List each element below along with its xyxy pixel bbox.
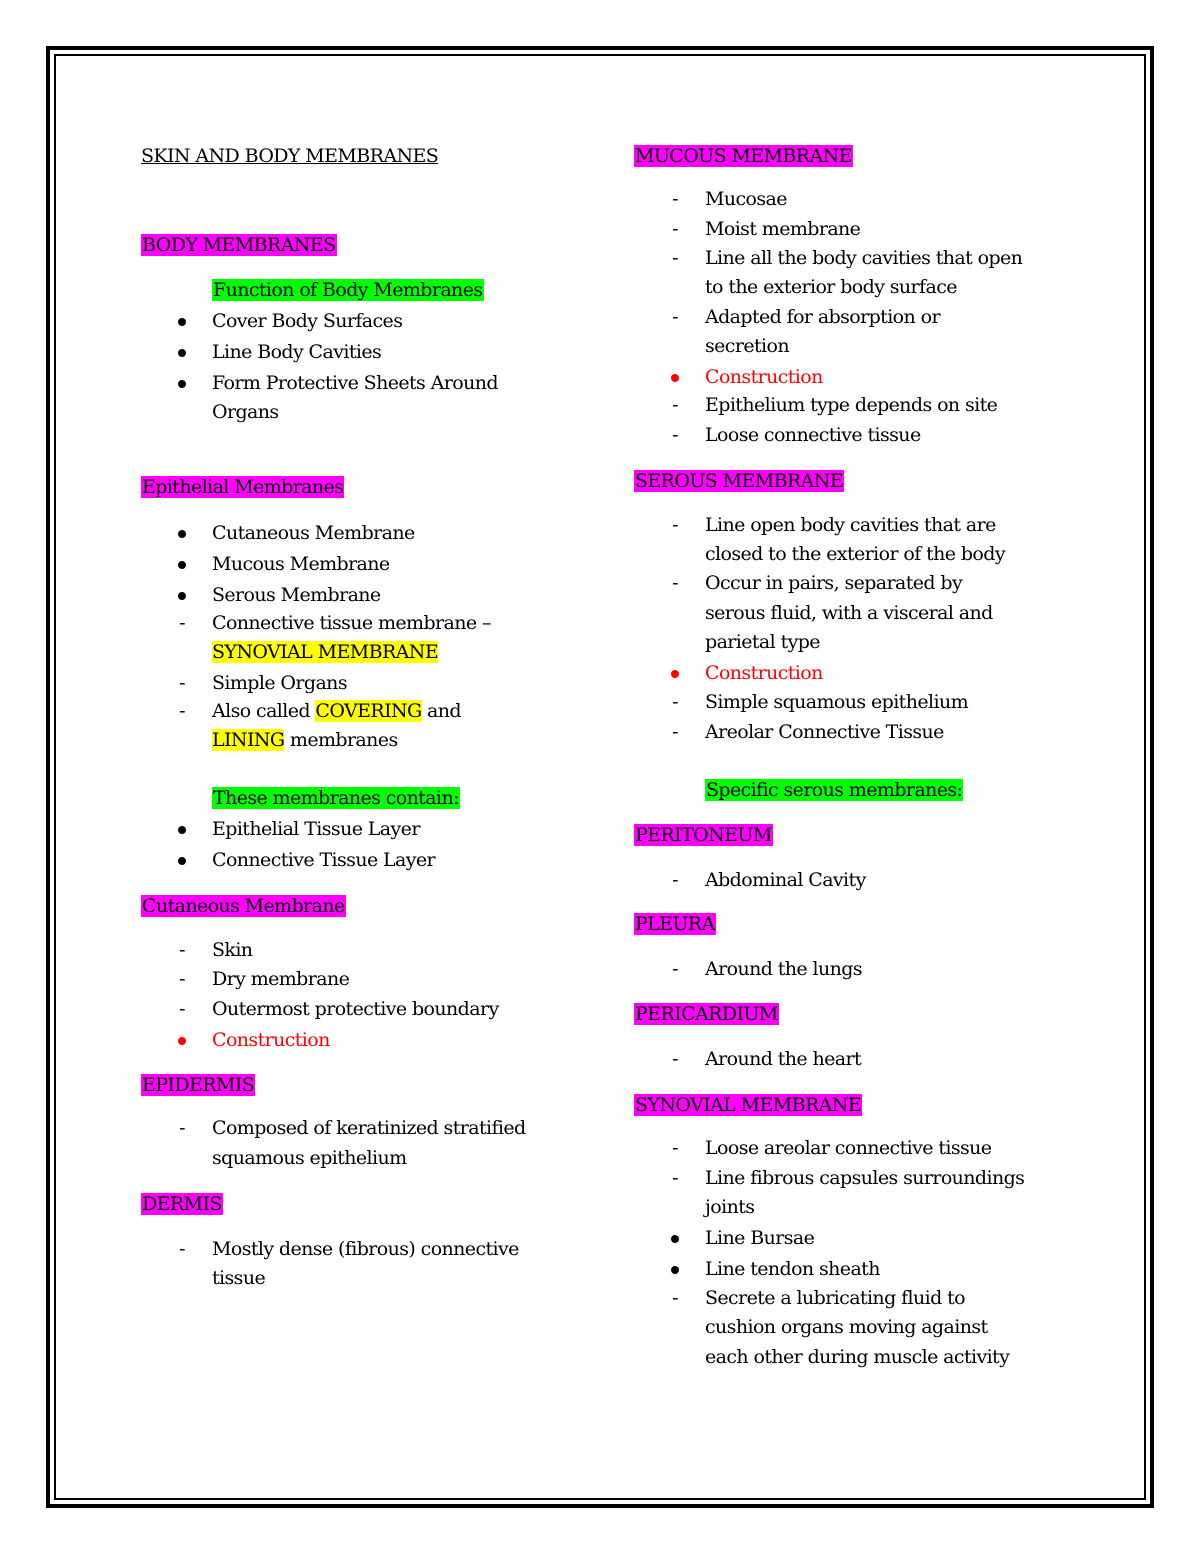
mucous-heading: MUCOUS MEMBRANE (635, 145, 852, 167)
body-membranes-heading: BODY MEMBRANES (142, 234, 336, 256)
lining-highlight: LINING (212, 729, 285, 751)
dermis-heading: DERMIS (142, 1193, 222, 1215)
page-title: SKIN AND BODY MEMBRANES (141, 145, 439, 167)
contain-subheading: These membranes contain: (213, 787, 459, 809)
epithelial-heading: Epithelial Membranes (142, 476, 344, 498)
synovial-highlight: SYNOVIAL MEMBRANE (212, 641, 439, 663)
covering-highlight: COVERING (315, 700, 422, 722)
epidermis-heading: EPIDERMIS (142, 1074, 255, 1096)
function-subheading: Function of Body Membranes (213, 279, 483, 301)
synovial-heading: SYNOVIAL MEMBRANE (635, 1094, 862, 1116)
serous-heading: SEROUS MEMBRANE (635, 470, 844, 492)
pleura-heading: PLEURA (635, 913, 715, 935)
peritoneum-heading: PERITONEUM (635, 824, 772, 846)
cutaneous-heading: Cutaneous Membrane (142, 895, 345, 917)
specific-serous-subheading: Specific serous membranes: (706, 779, 963, 801)
pericardium-heading: PERICARDIUM (635, 1003, 778, 1025)
